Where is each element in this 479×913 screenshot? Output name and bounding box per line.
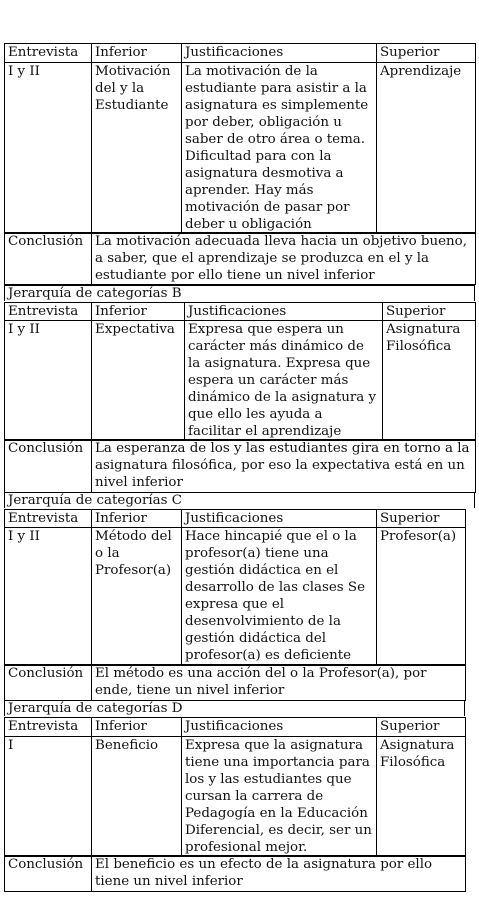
conclusion-text: El beneficio es un efecto de la asignatura por ello tiene un nivel inferior [92, 856, 466, 892]
table-row [5, 63, 476, 234]
conclusion-label: Conclusión [5, 233, 92, 285]
table-header-row [5, 44, 476, 63]
cell-inferior: Motivación del y la Estudiante [92, 63, 182, 234]
header-inferior: Inferior [92, 718, 182, 737]
cell-justificaciones: Expresa que la asignatura tiene una importancia para los y las estudiantes que cursan la carrera de Pedagogía en la Educación Diferencial, es decir, ser un profesional mejor. [182, 737, 377, 857]
header-superior: Superior [383, 303, 476, 321]
table-header-row [5, 510, 466, 528]
cell-superior: Aprendizaje [377, 63, 476, 234]
header-entrevista: Entrevista [5, 44, 92, 63]
conclusion-text: La motivación adecuada lleva hacia un objetivo bueno, a saber, que el aprendizaje se produzca en el y la estudiante por ello tiene un nivel inferior [92, 233, 476, 285]
header-entrevista: Entrevista [5, 303, 92, 321]
table-header-row [5, 303, 476, 321]
cell-superior: Asignatura Filosófica [383, 321, 476, 441]
conclusion-table-a [4, 232, 476, 285]
section-title-b: Jerarquía de categorías B [4, 285, 475, 301]
cell-inferior: Método del o la Profesor(a) [92, 528, 182, 666]
cell-entrevista: I y II [5, 321, 92, 441]
header-justificaciones: Justificaciones [185, 303, 383, 321]
header-entrevista: Entrevista [5, 718, 92, 737]
header-justificaciones: Justificaciones [182, 44, 377, 63]
cell-justificaciones: La motivación de la estudiante para asistir a la asignatura es simplemente por deber, obligación u saber de otro área o tema. Dificultad para con la asignatura desmotiva a aprender. Hay más motivación de pasar por deber u obligación [182, 63, 377, 234]
header-superior: Superior [377, 44, 476, 63]
table-row [5, 321, 476, 441]
header-superior: Superior [377, 510, 466, 528]
conclusion-label: Conclusión [5, 440, 92, 493]
cell-superior: Profesor(a) [377, 528, 466, 666]
section-title-d: Jerarquía de categorías D [4, 700, 465, 716]
category-table-b [4, 302, 476, 441]
conclusion-row [5, 440, 476, 493]
cell-inferior: Beneficio [92, 737, 182, 857]
header-inferior: Inferior [92, 303, 185, 321]
conclusion-row [5, 665, 466, 701]
header-justificaciones: Justificaciones [182, 510, 377, 528]
conclusion-row [5, 233, 476, 285]
category-table-c [4, 509, 466, 666]
cell-justificaciones: Hace hincapié que el o la profesor(a) tiene una gestión didáctica en el desarrollo de las clases Se expresa que el desenvolvimiento de la gestión didáctica del profesor(a) es deficiente [182, 528, 377, 666]
table-row [5, 528, 466, 666]
cell-entrevista: I [5, 737, 92, 857]
conclusion-label: Conclusión [5, 856, 92, 892]
cell-entrevista: I y II [5, 528, 92, 666]
header-entrevista: Entrevista [5, 510, 92, 528]
cell-inferior: Expectativa [92, 321, 185, 441]
cell-entrevista: I y II [5, 63, 92, 234]
header-justificaciones: Justificaciones [182, 718, 377, 737]
conclusion-table-d [4, 855, 466, 892]
header-inferior: Inferior [92, 44, 182, 63]
conclusion-table-b [4, 439, 476, 493]
conclusion-text: La esperanza de los y las estudiantes gira en torno a la asignatura filosófica, por eso la expectativa está en un nivel inferior [92, 440, 476, 493]
conclusion-row [5, 856, 466, 892]
header-superior: Superior [377, 718, 466, 737]
category-table-a [4, 43, 476, 234]
cell-superior: Asignatura Filosófica [377, 737, 466, 857]
table-header-row [5, 718, 466, 737]
conclusion-label: Conclusión [5, 665, 92, 701]
category-table-d [4, 717, 466, 857]
table-row [5, 737, 466, 857]
conclusion-table-c [4, 664, 466, 701]
conclusion-text: El método es una acción del o la Profesor(a), por ende, tiene un nivel inferior [92, 665, 466, 701]
header-inferior: Inferior [92, 510, 182, 528]
cell-justificaciones: Expresa que espera un carácter más dinámico de la asignatura. Expresa que espera un carácter más dinámico de la asignatura y que ello les ayuda a facilitar el aprendizaje [185, 321, 383, 441]
section-title-c: Jerarquía de categorías C [4, 492, 475, 508]
